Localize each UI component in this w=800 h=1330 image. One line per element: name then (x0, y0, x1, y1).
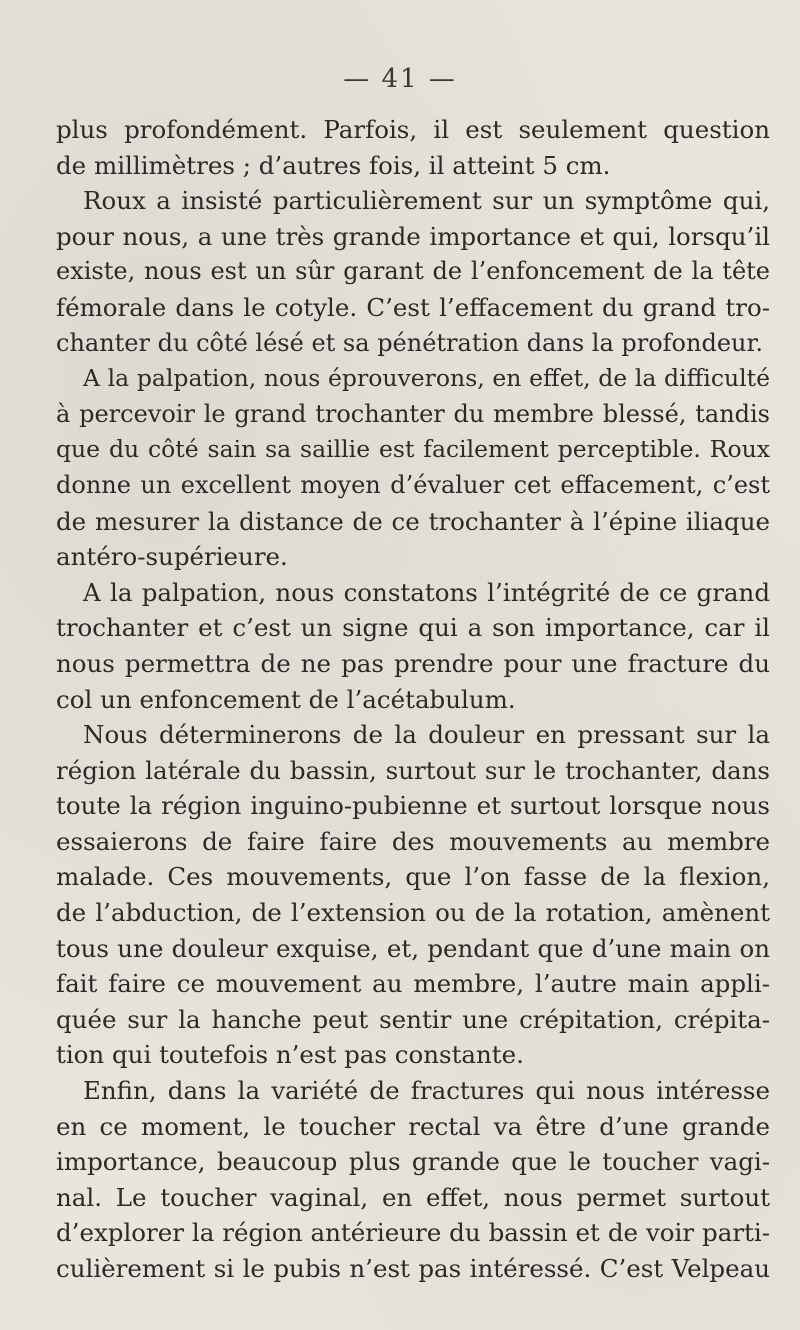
text-line: fait faire ce mouvement au membre, l’autre main appli- (56, 969, 770, 999)
text-line: toute la région inguino-pubienne et surtout lorsque nous (56, 791, 770, 821)
text-line: quée sur la hanche peut sentir une crépitation, crépita- (56, 1004, 770, 1034)
text-line: d’explorer la région antérieure du bassin et de voir parti- (56, 1218, 770, 1248)
text-line: de l’abduction, de l’extension ou de la rotation, amènent (56, 898, 770, 928)
text-line: fémorale dans le cotyle. C’est l’effacement du grand tro- (56, 292, 770, 322)
text-line: plus profondément. Parfois, il est seulement question (56, 115, 770, 144)
page-number: — 41 — (343, 64, 457, 94)
text-line: pour nous, a une très grande importance et qui, lorsqu’il (56, 221, 770, 251)
text-line: importance, beaucoup plus grande que le toucher vagi- (56, 1147, 770, 1177)
text-line: que du côté sain sa saillie est facilement perceptible. Roux (56, 435, 770, 464)
text-line: essaierons de faire faire des mouvements au membre (56, 826, 770, 856)
text-line: nous permettra de ne pas prendre pour une fracture du (56, 648, 770, 678)
text-line: Roux a insisté particulièrement sur un symptôme qui, (83, 186, 770, 216)
text-line: Enfin, dans la variété de fractures qui nous intéresse (83, 1076, 770, 1106)
text-line: Nous déterminerons de la douleur en pressant sur la (83, 720, 770, 750)
text-line: tous une douleur exquise, et, pendant que d’une main on (56, 933, 770, 963)
text-line: donne un excellent moyen d’évaluer cet effacement, c’est (56, 470, 770, 499)
text-line: à percevoir le grand trochanter du membre blessé, tandis (56, 399, 770, 428)
text-line: culièrement si le pubis n’est pas intéressé. C’est Velpeau (56, 1254, 770, 1283)
text-line: en ce moment, le toucher rectal va être d’une grande (56, 1111, 770, 1141)
text-line: tion qui toutefois n’est pas constante. (56, 1040, 524, 1070)
text-line: de millimètres ; d’autres fois, il atteint 5 cm. (56, 150, 611, 180)
text-line: col un enfoncement de l’acétabulum. (56, 684, 516, 714)
text-line: de mesurer la distance de ce trochanter à l’épine iliaque (56, 506, 770, 536)
text-line: antéro-supérieure. (56, 542, 288, 572)
text-line: malade. Ces mouvements, que l’on fasse de la flexion, (56, 862, 770, 892)
body-text (56, 112, 770, 1287)
text-line: chanter du côté lésé et sa pénétration dans la profondeur. (56, 328, 763, 357)
text-line: A la palpation, nous constatons l’intégrité de ce grand (83, 577, 770, 607)
text-line: nal. Le toucher vaginal, en effet, nous permet surtout (56, 1182, 770, 1212)
text-line: existe, nous est un sûr garant de l’enfoncement de la tête (56, 257, 770, 286)
text-line: trochanter et c’est un signe qui a son importance, car il (56, 613, 770, 643)
text-line: A la palpation, nous éprouverons, en effet, de la difficulté (83, 364, 770, 393)
text-line: région latérale du bassin, surtout sur le trochanter, dans (56, 755, 770, 785)
